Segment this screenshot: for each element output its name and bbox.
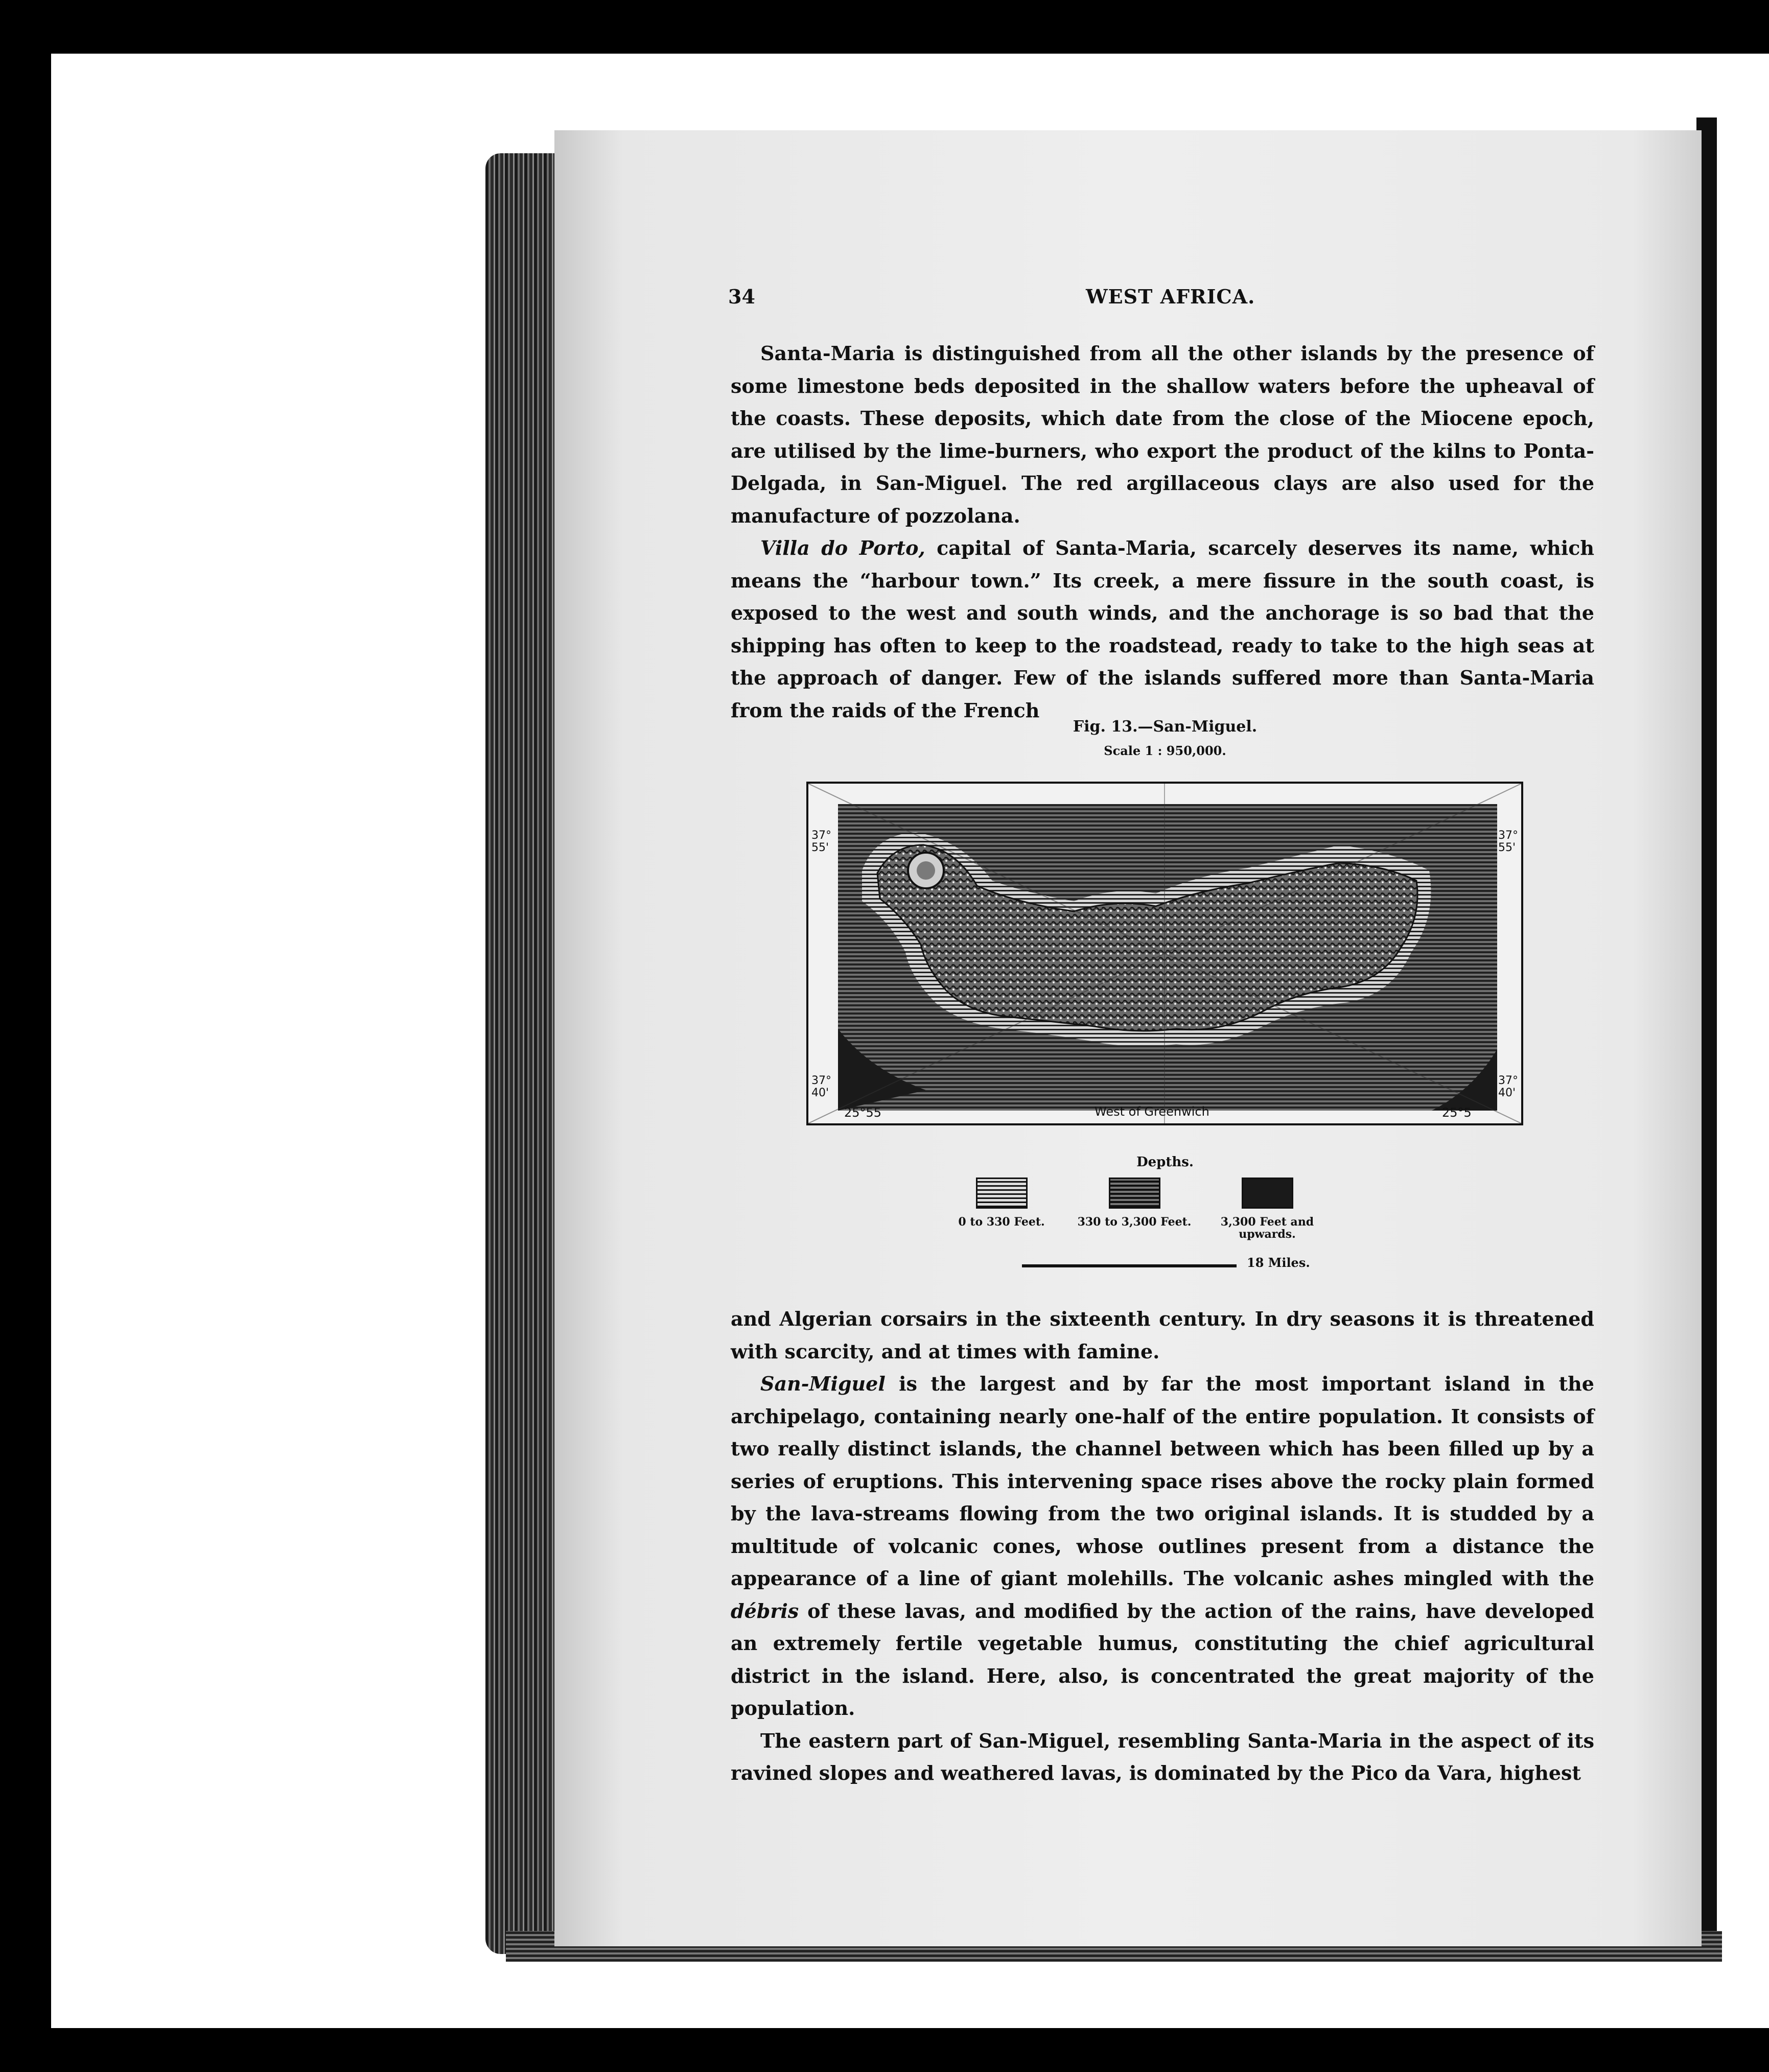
minute-text: 40' [1498,1087,1516,1099]
island-map [808,784,1521,1123]
legend-item-mid [1073,1178,1196,1228]
degree-text: 37° [1498,829,1518,842]
longitude-label-right: 25°5 [1442,1105,1472,1120]
map-frame [806,782,1523,1125]
greenwich-label: West of Greenwich [1095,1104,1209,1119]
paragraph-eastern-part: The eastern part of San-Miguel, resembling Santa-Maria in the aspect of its ravined slopes and weathered lavas, is dominated by the Pico da Vara, highest [731,1729,1594,1784]
book-page-edges [485,153,557,1954]
italic-word: débris [731,1599,799,1622]
latitude-label-bottom-right [1498,1075,1518,1099]
minute-text: 40' [811,1087,829,1099]
paragraph-villa-do-porto [731,532,1594,726]
legend-swatch [1109,1178,1160,1209]
crater-inner [917,861,935,880]
paragraph-san-miguel [731,1368,1594,1725]
legend-title: Depths. [1136,1155,1194,1170]
paragraph-continuation: and Algerian corsairs in the sixteenth century. In dry seasons it is threatened with scarcity, and at times with famine. [731,1307,1594,1363]
italic-place-name: Villa do Porto, [760,536,925,559]
legend-swatch [1242,1178,1293,1209]
legend-label: 330 to 3,300 Feet. [1077,1215,1192,1229]
figure-caption: Fig. 13.—San-Miguel. [1073,718,1258,736]
paragraph-text: capital of Santa-Maria, scarcely deserves its name, which means the “harbour town.” Its creek, a mere fissure in the south coast, is exposed to the west and south winds, and the anchorage is so bad that the shipping has often to keep to the roadstead, ready to take to the high seas at the approach of danger. Few of the islands suffered more than Santa-Maria from the raids of the French [731,536,1594,722]
paragraph-santa-maria-limestone: Santa-Maria is distinguished from all the other islands by the presence of some limestone beds deposited in the shallow waters before the upheaval of the coasts. These deposits, which date from the close of the Miocene epoch, are utilised by the lime-burners, who export the product of the kilns to Ponta-Delgada, in San-Miguel. The red argillaceous clays are also used for the manufacture of pozzolana. [731,342,1594,527]
page-number: 34 [728,285,755,308]
scale-bar-label: 18 Miles. [1247,1255,1310,1270]
body-text-top [731,337,1594,726]
legend-swatch [976,1178,1028,1209]
legend-label: 0 to 330 Feet. [958,1215,1045,1229]
longitude-label-left: 25°55 [844,1105,882,1120]
legend-item-deep [1206,1178,1329,1240]
page-header [728,285,1597,316]
minute-text: 55' [811,841,829,854]
latitude-label-top-left [811,830,831,854]
legend-label: 3,300 Feet and upwards. [1220,1215,1314,1241]
paragraph-text: is the largest and by far the most important island in the archipelago, containing nearly one-half of the entire population. It consists of two really distinct islands, the channel between which has been filled up by a series of eruptions. This intervening space rises above the rocky plain formed by the lava-streams flowing from the two original islands. It is studded by a multitude of volcanic cones, whose outlines present from a distance the appearance of a line of giant molehills. The volcanic ashes mingled with the [731,1372,1594,1590]
latitude-label-bottom-left [811,1075,831,1099]
minute-text: 55' [1498,841,1516,854]
degree-text: 37° [811,1074,831,1087]
paragraph-text: of these lavas, and modified by the action of the rains, have developed an extremely fertile vegetable humus, constituting the chief agricultural district in the island. Here, also, is concentrated the great majority of the population. [731,1599,1594,1720]
latitude-label-top-right [1498,830,1518,854]
legend-item-shallow [940,1178,1063,1228]
body-text-bottom [731,1303,1594,1790]
degree-text: 37° [811,829,831,842]
running-title: WEST AFRICA. [1086,285,1255,308]
figure-san-miguel-map [797,718,1533,1280]
degree-text: 37° [1498,1074,1518,1087]
italic-place-name: San-Miguel [760,1372,886,1395]
figure-scale: Scale 1 : 950,000. [1104,743,1226,758]
scale-bar [1022,1264,1237,1267]
